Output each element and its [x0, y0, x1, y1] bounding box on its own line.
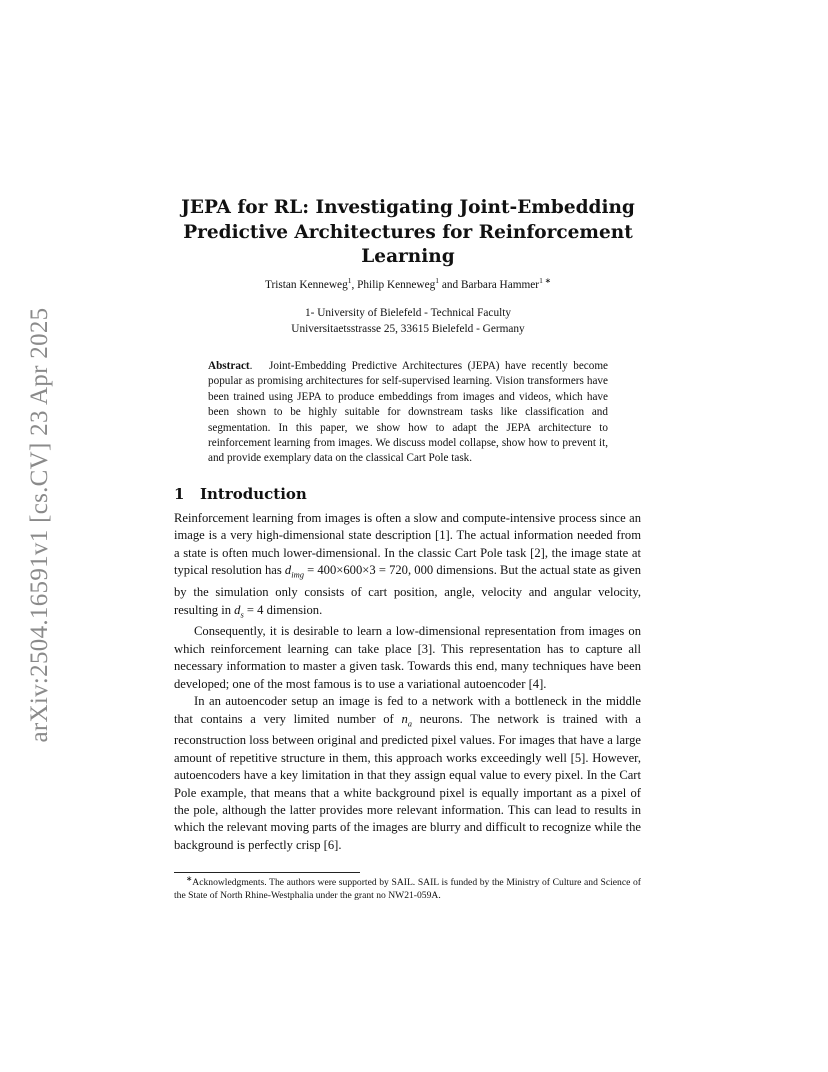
- paragraph-1: [174, 510, 641, 623]
- paragraph-1-text-b: = 400×600×3 = 720, 000 dimensions. But the actual state as given by the simulation only consists of cart position, angle, velocity and angular velocity, resulting in: [174, 563, 641, 617]
- affiliation: [175, 306, 641, 337]
- title-line-1: JEPA for RL: Investigating Joint-Embedding: [181, 197, 635, 218]
- math-n-a-base: n: [401, 711, 408, 726]
- math-d-img-sub: img: [291, 569, 304, 580]
- math-n-a-sub: a: [407, 718, 413, 729]
- section-title: Introduction: [200, 485, 307, 503]
- paper-title: [175, 196, 641, 270]
- author-3: Barbara Hammer: [460, 279, 540, 291]
- author-2-affil: 1: [435, 276, 439, 286]
- footnote-mark: ∗: [186, 873, 193, 883]
- affiliation-line-2: Universitaetsstrasse 25, 33615 Bielefeld - Germany: [291, 322, 525, 335]
- paragraph-1-text-c: = 4 dimension.: [243, 602, 323, 617]
- abstract-text: Joint-Embedding Predictive Architectures (JEPA) have recently become popular as promising architectures for self-supervised learning. Vision transformers have been trained using JEPA to produce embeddings from images and videos, which have been shown to be highly suitable for downstream tasks like classification and segmentation. In this paper, we show how to adapt the JEPA architecture to reinforcement learning from images. We discuss model collapse, show how to prevent it, and provide exemplary data on the classical Cart Pole task.: [208, 360, 609, 465]
- math-d-s-sub: s: [240, 609, 244, 620]
- paragraph-3-text-a: In an autoencoder setup an image is fed to a network with a bottleneck in the middle that contains a very limited number of: [174, 694, 641, 726]
- author-list: [175, 276, 641, 291]
- title-line-3: Learning: [361, 246, 455, 267]
- author-1-affil: 1: [347, 276, 352, 286]
- author-1: Tristan Kenneweg: [264, 279, 348, 291]
- abstract-label-punct: .: [249, 360, 253, 372]
- author-sep-1: ,: [351, 279, 358, 291]
- footnote-text: Acknowledgments. The authors were supported by SAIL. SAIL is funded by the Ministry of Culture and Science of the State of North Rhine-Westphalia under the grant no NW21-059A.: [174, 877, 641, 901]
- abstract: [208, 359, 608, 467]
- footnote: [174, 873, 641, 902]
- title-line-2: Predictive Architectures for Reinforcement: [183, 221, 633, 243]
- paragraph-1-text-a: Reinforcement learning from images is often a slow and compute-intensive process since an image is a very high-dimensional state description [1]. The actual information needed from a state is often much lower-dimensional. In the classic Cart Pole task [2], the image state at typical resolution has: [174, 511, 641, 578]
- paragraph-3-text-b: neurons. The network is trained with a reconstruction loss between original and predicted pixel values. For images that have a large amount of repetitive structure in them, this approach works exceedingly well [5]. However, autoencoders have a key limitation in that they assign equal value to every pixel. In the Cart Pole example, that means that a white background pixel is equally important as a pixel of the pole, although the latter provides more relevant information. This can lead to results in which the relevant moving parts of the images are blurry and difficult to recognize while the background is perfectly crisp [6].: [174, 711, 641, 852]
- author-sep-2: and: [439, 279, 461, 291]
- author-2: Philip Kenneweg: [357, 279, 436, 291]
- arxiv-stamp: [22, 285, 58, 765]
- math-n-a: [401, 711, 413, 729]
- author-3-affil: 1 ∗: [539, 276, 551, 286]
- math-d-s-base: d: [234, 602, 241, 617]
- footnote-rule: [174, 872, 360, 873]
- math-d-s: [234, 602, 244, 620]
- introduction-body: [174, 510, 641, 854]
- paragraph-2: Consequently, it is desirable to learn a low-dimensional representation from images on which reinforcement learning can take place [3]. This representation has to capture all necessary information to master a given task. Towards this end, many techniques have been developed; one of the most famous is to use a variational autoencoder [4].: [174, 624, 641, 691]
- math-d-img-base: d: [284, 563, 292, 578]
- arxiv-stamp-text: arXiv:2504.16591v1 [cs.CV] 23 Apr 2025: [26, 307, 53, 743]
- math-d-img: [284, 563, 304, 580]
- section-heading: [174, 485, 640, 503]
- paragraph-3: [174, 693, 641, 854]
- section-number: 1: [174, 485, 185, 503]
- abstract-label: Abstract: [208, 360, 250, 372]
- affiliation-line-1: 1- University of Bielefeld - Technical Faculty: [304, 307, 512, 319]
